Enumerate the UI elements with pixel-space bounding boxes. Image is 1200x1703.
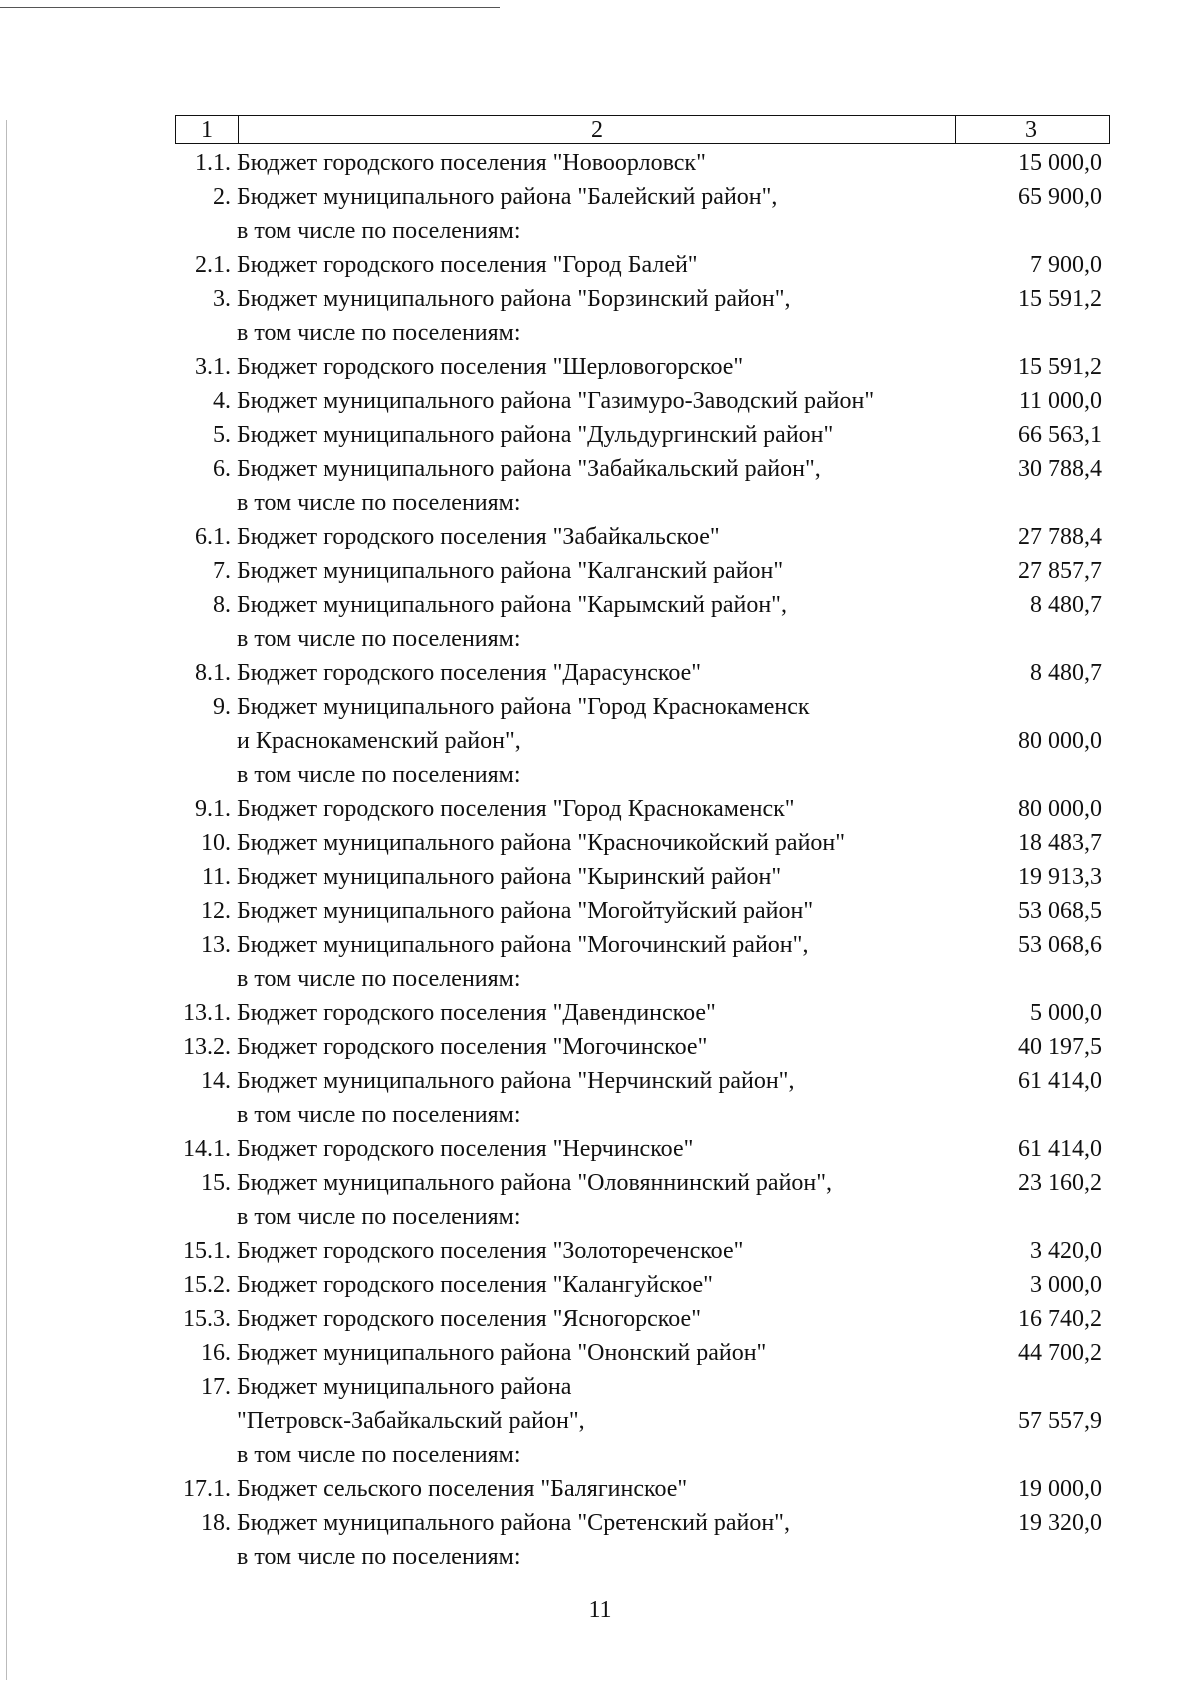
row-name-line: Бюджет муниципального района "Нерчинский район",: [237, 1068, 795, 1094]
table-header: [175, 115, 1110, 144]
row-name: [237, 860, 954, 894]
row-name: [237, 146, 954, 180]
row-name-line: Бюджет муниципального района "Могойтуйский район": [237, 898, 814, 924]
row-name-line: Бюджет муниципального района "Газимуро-Заводский район": [237, 388, 875, 414]
table-row: [175, 1336, 1110, 1370]
table-row: [175, 1234, 1110, 1268]
row-name-line: в том числе по поселениям:: [237, 1442, 521, 1468]
row-name: [237, 1268, 954, 1302]
row-value: 19 320,0: [1018, 1510, 1102, 1536]
row-name-line: и Краснокаменский район",: [237, 728, 521, 754]
row-value: 80 000,0: [1018, 796, 1102, 822]
row-name: [237, 248, 954, 282]
row-name-line: Бюджет городского поселения "Давендинское": [237, 1000, 716, 1026]
row-number: 10.: [201, 830, 231, 856]
row-name: [237, 690, 954, 792]
row-name-line: Бюджет муниципального района "Могочинский район",: [237, 932, 809, 958]
table-row: [175, 1030, 1110, 1064]
row-value: 44 700,2: [1018, 1340, 1102, 1366]
row-number: 9.: [213, 694, 231, 720]
row-name-line: в том числе по поселениям:: [237, 218, 521, 244]
table-row: [175, 520, 1110, 554]
row-number: 15.: [201, 1170, 231, 1196]
row-number: 7.: [213, 558, 231, 584]
row-number: 12.: [201, 898, 231, 924]
row-value: 15 000,0: [1018, 150, 1102, 176]
row-value: 23 160,2: [1018, 1170, 1102, 1196]
row-value: 57 557,9: [1018, 1408, 1102, 1434]
row-value: 53 068,5: [1018, 898, 1102, 924]
table-row: [175, 1268, 1110, 1302]
table-row: [175, 350, 1110, 384]
row-value: 66 563,1: [1018, 422, 1102, 448]
row-value: 65 900,0: [1018, 184, 1102, 210]
row-name: [237, 418, 954, 452]
table-row: [175, 894, 1110, 928]
row-name: [237, 1166, 954, 1234]
row-name: [237, 588, 954, 656]
row-name-line: Бюджет муниципального района "Балейский район",: [237, 184, 778, 210]
row-name: [237, 996, 954, 1030]
row-value: 19 913,3: [1018, 864, 1102, 890]
table-row: [175, 690, 1110, 792]
row-name: [237, 826, 954, 860]
table-row: [175, 928, 1110, 996]
row-name-line: Бюджет муниципального района "Кыринский район": [237, 864, 782, 890]
row-name-line: Бюджет городского поселения "Могочинское": [237, 1034, 708, 1060]
row-name: [237, 1030, 954, 1064]
table-row: [175, 860, 1110, 894]
row-number: 3.1.: [195, 354, 231, 380]
header-col-3: 3: [955, 116, 1106, 143]
row-name: [237, 554, 954, 588]
row-name-line: "Петровск-Забайкальский район",: [237, 1408, 585, 1434]
row-value: 40 197,5: [1018, 1034, 1102, 1060]
row-value: 8 480,7: [1030, 660, 1102, 686]
row-name-line: Бюджет муниципального района "Калганский район": [237, 558, 784, 584]
row-name: [237, 384, 954, 418]
row-value: 5 000,0: [1030, 1000, 1102, 1026]
row-name: [237, 1132, 954, 1166]
table-row: [175, 248, 1110, 282]
row-number: 16.: [201, 1340, 231, 1366]
row-number: 9.1.: [195, 796, 231, 822]
row-name-line: Бюджет городского поселения "Дарасунское": [237, 660, 702, 686]
header-col-2: 2: [238, 116, 955, 143]
row-name-line: Бюджет городского поселения "Город Балей": [237, 252, 698, 278]
row-name-line: в том числе по поселениям:: [237, 320, 521, 346]
row-name-line: Бюджет городского поселения "Ясногорское": [237, 1306, 701, 1332]
row-name: [237, 792, 954, 826]
row-value: 30 788,4: [1018, 456, 1102, 482]
row-value: 27 788,4: [1018, 524, 1102, 550]
row-name-line: Бюджет городского поселения "Золотореченское": [237, 1238, 744, 1264]
row-number: 8.1.: [195, 660, 231, 686]
row-name: [237, 1370, 954, 1472]
row-value: 61 414,0: [1018, 1068, 1102, 1094]
row-number: 2.1.: [195, 252, 231, 278]
row-name: [237, 282, 954, 350]
row-value: 3 000,0: [1030, 1272, 1102, 1298]
row-value: 27 857,7: [1018, 558, 1102, 584]
row-value: 19 000,0: [1018, 1476, 1102, 1502]
row-number: 14.1.: [183, 1136, 231, 1162]
row-number: 6.1.: [195, 524, 231, 550]
table-row: [175, 554, 1110, 588]
row-name-line: Бюджет муниципального района "Ононский район": [237, 1340, 767, 1366]
row-name-line: в том числе по поселениям:: [237, 966, 521, 992]
row-name-line: Бюджет муниципального района: [237, 1374, 572, 1400]
row-number: 17.: [201, 1374, 231, 1400]
row-number: 6.: [213, 456, 231, 482]
row-name-line: в том числе по поселениям:: [237, 762, 521, 788]
row-value: 8 480,7: [1030, 592, 1102, 618]
page-number: 11: [588, 1597, 612, 1623]
table-row: [175, 1302, 1110, 1336]
table-row: [175, 1132, 1110, 1166]
table-row: [175, 826, 1110, 860]
row-name-line: Бюджет городского поселения "Шерловогорское": [237, 354, 744, 380]
row-name-line: Бюджет муниципального района "Дульдургинский район": [237, 422, 834, 448]
row-name: [237, 180, 954, 248]
row-name: [237, 1064, 954, 1132]
table-row: [175, 1064, 1110, 1132]
table-row: [175, 1472, 1110, 1506]
row-number: 18.: [201, 1510, 231, 1536]
row-name: [237, 1472, 954, 1506]
row-name: [237, 1336, 954, 1370]
row-value: 7 900,0: [1030, 252, 1102, 278]
row-number: 8.: [213, 592, 231, 618]
row-name: [237, 1234, 954, 1268]
row-name-line: Бюджет сельского поселения "Балягинское": [237, 1476, 688, 1502]
row-number: 1.1.: [195, 150, 231, 176]
row-value: 80 000,0: [1018, 728, 1102, 754]
row-name-line: Бюджет муниципального района "Забайкальский район",: [237, 456, 821, 482]
row-name-line: Бюджет городского поселения "Забайкальское": [237, 524, 720, 550]
row-name: [237, 894, 954, 928]
table-row: [175, 452, 1110, 520]
scan-artifact-line: [0, 7, 500, 8]
row-number: 2.: [213, 184, 231, 210]
table-row: [175, 588, 1110, 656]
row-name-line: в том числе по поселениям:: [237, 1544, 521, 1570]
row-value: 53 068,6: [1018, 932, 1102, 958]
row-name-line: Бюджет муниципального района "Сретенский район",: [237, 1510, 790, 1536]
row-name-line: в том числе по поселениям:: [237, 1102, 521, 1128]
header-col-1: 1: [201, 116, 213, 143]
budget-table: [175, 115, 1110, 1574]
row-number: 15.2.: [183, 1272, 231, 1298]
row-name-line: Бюджет городского поселения "Калангуйское": [237, 1272, 713, 1298]
row-name: [237, 656, 954, 690]
row-name: [237, 928, 954, 996]
row-name: [237, 452, 954, 520]
row-name-line: Бюджет муниципального района "Город Краснокаменск: [237, 694, 810, 720]
table-row: [175, 418, 1110, 452]
row-name-line: в том числе по поселениям:: [237, 626, 521, 652]
table-row: [175, 792, 1110, 826]
row-name: [237, 520, 954, 554]
table-row: [175, 1166, 1110, 1234]
row-number: 15.3.: [183, 1306, 231, 1332]
row-number: 3.: [213, 286, 231, 312]
row-number: 17.1.: [183, 1476, 231, 1502]
row-name: [237, 1506, 954, 1574]
scan-artifact-margin: [6, 120, 7, 1680]
table-row: [175, 282, 1110, 350]
row-name-line: Бюджет городского поселения "Город Краснокаменск": [237, 796, 795, 822]
row-value: 3 420,0: [1030, 1238, 1102, 1264]
row-name-line: Бюджет муниципального района "Борзинский район",: [237, 286, 791, 312]
row-name-line: Бюджет муниципального района "Карымский район",: [237, 592, 787, 618]
table-row: [175, 656, 1110, 690]
row-name-line: Бюджет городского поселения "Новоорловск": [237, 150, 706, 176]
row-name-line: Бюджет городского поселения "Нерчинское": [237, 1136, 694, 1162]
table-row: [175, 1370, 1110, 1472]
row-value: 61 414,0: [1018, 1136, 1102, 1162]
row-value: 15 591,2: [1018, 354, 1102, 380]
row-number: 4.: [213, 388, 231, 414]
row-number: 11.: [201, 864, 231, 890]
row-name: [237, 1302, 954, 1336]
table-body: [175, 146, 1110, 1574]
table-row: [175, 384, 1110, 418]
row-value: 11 000,0: [1018, 388, 1102, 414]
row-value: 16 740,2: [1018, 1306, 1102, 1332]
row-number: 13.1.: [183, 1000, 231, 1026]
table-row: [175, 996, 1110, 1030]
row-number: 15.1.: [183, 1238, 231, 1264]
table-row: [175, 180, 1110, 248]
row-value: 18 483,7: [1018, 830, 1102, 856]
row-name-line: Бюджет муниципального района "Оловяннинский район",: [237, 1170, 833, 1196]
row-name-line: Бюджет муниципального района "Красночикойский район": [237, 830, 846, 856]
row-number: 13.: [201, 932, 231, 958]
row-number: 14.: [201, 1068, 231, 1094]
row-number: 13.2.: [183, 1034, 231, 1060]
row-name-line: в том числе по поселениям:: [237, 1204, 521, 1230]
row-number: 5.: [213, 422, 231, 448]
row-name: [237, 350, 954, 384]
table-row: [175, 1506, 1110, 1574]
row-name-line: в том числе по поселениям:: [237, 490, 521, 516]
row-value: 15 591,2: [1018, 286, 1102, 312]
table-row: [175, 146, 1110, 180]
